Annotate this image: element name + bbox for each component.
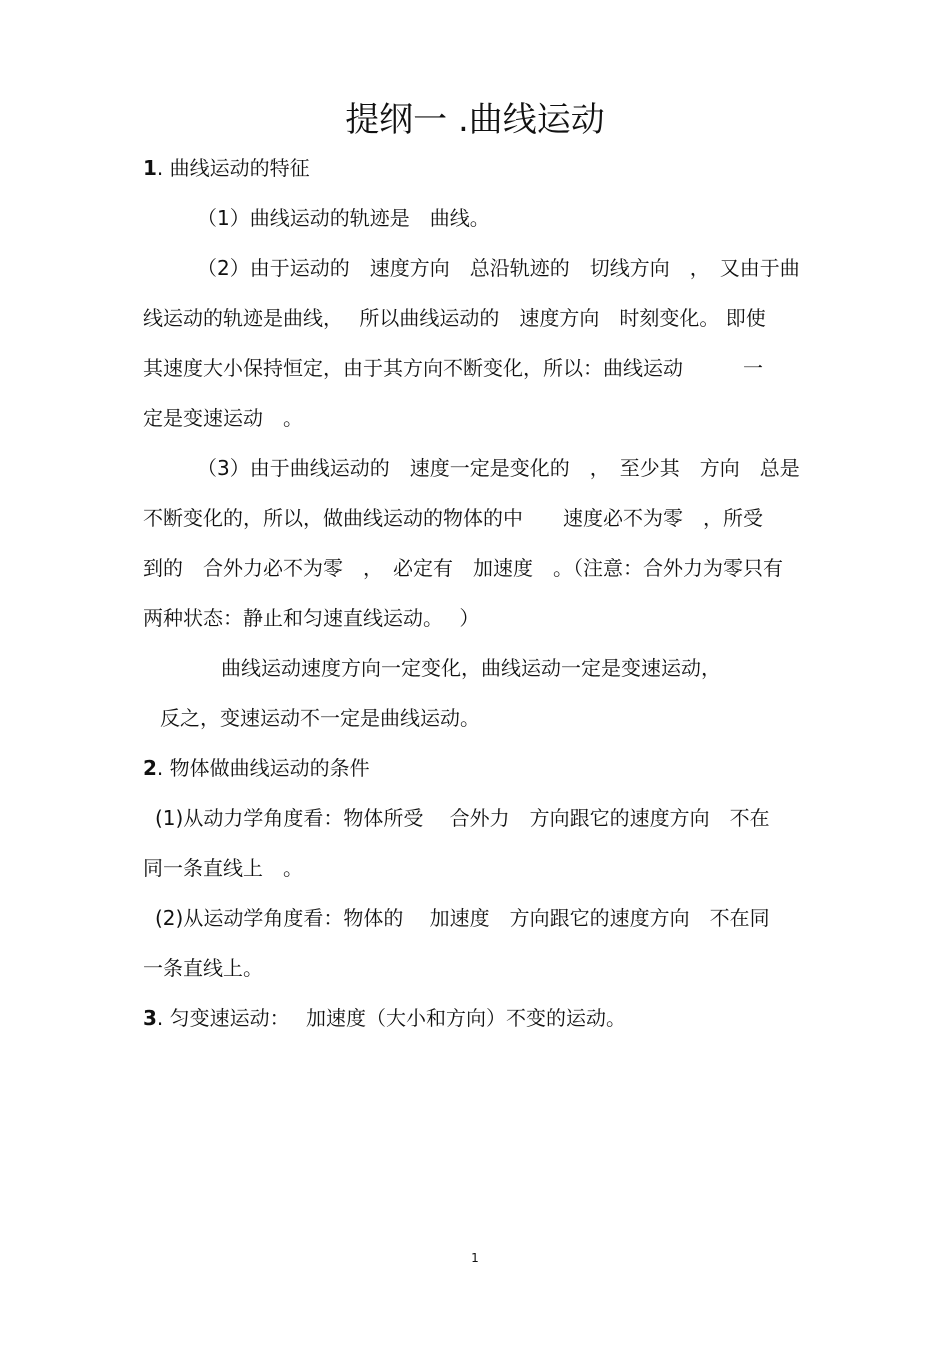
point-2-line-3: 其速度大小保持恒定，由于其方向不断变化，所以：曲线运动 一 [143,356,763,380]
point-3-line-3: 到的 合外力必不为零 ， 必定有 加速度 。（注意：合外力为零只有 [143,556,783,580]
section-2-heading-text: . 物体做曲线运动的条件 [156,756,370,780]
section-3-number: 3 [143,1006,157,1030]
note-line-2: 反之，变速运动不一定是曲线运动。 [160,706,480,730]
page-title: 提纲一 .曲线运动 [345,100,605,140]
point-2-line-1: （2）由于运动的 速度方向 总沿轨迹的 切线方向 ， 又由于曲 [197,256,800,280]
section-1-number: 1 [143,156,157,180]
point-2-line-4: 定是变速运动 。 [143,406,303,430]
note-line-1: 曲线运动速度方向一定变化，曲线运动一定是变速运动， [221,656,721,680]
section-3-line [143,1004,626,1032]
page-number: 1 [471,1251,479,1265]
section-2-heading [143,754,370,782]
section-3-text: . 匀变速运动： 加速度（大小和方向）不变的运动。 [156,1006,626,1030]
point-1-text: （1）曲线运动的轨迹是 曲线。 [197,206,490,230]
section-2-number: 2 [143,756,157,780]
condition-1-line-2: 同一条直线上 。 [143,856,303,880]
condition-2-line-2: 一条直线上。 [143,956,263,980]
point-3-line-4: 两种状态：静止和匀速直线运动。 ） [143,606,480,630]
point-3-line-1: （3）由于曲线运动的 速度一定是变化的 ， 至少其 方向 总是 [197,456,800,480]
condition-1-line-1: (1)从动力学角度看：物体所受 合外力 方向跟它的速度方向 不在 [155,806,770,830]
condition-2-line-1: (2)从运动学角度看：物体的 加速度 方向跟它的速度方向 不在同 [155,906,770,930]
point-3-line-2: 不断变化的，所以，做曲线运动的物体的中 速度必不为零 ，所受 [143,506,763,530]
point-2-line-2: 线运动的轨迹是曲线， 所以曲线运动的 速度方向 时刻变化。 即使 [143,306,766,330]
section-1-heading-text: . 曲线运动的特征 [156,156,310,180]
section-1-heading [143,154,310,182]
